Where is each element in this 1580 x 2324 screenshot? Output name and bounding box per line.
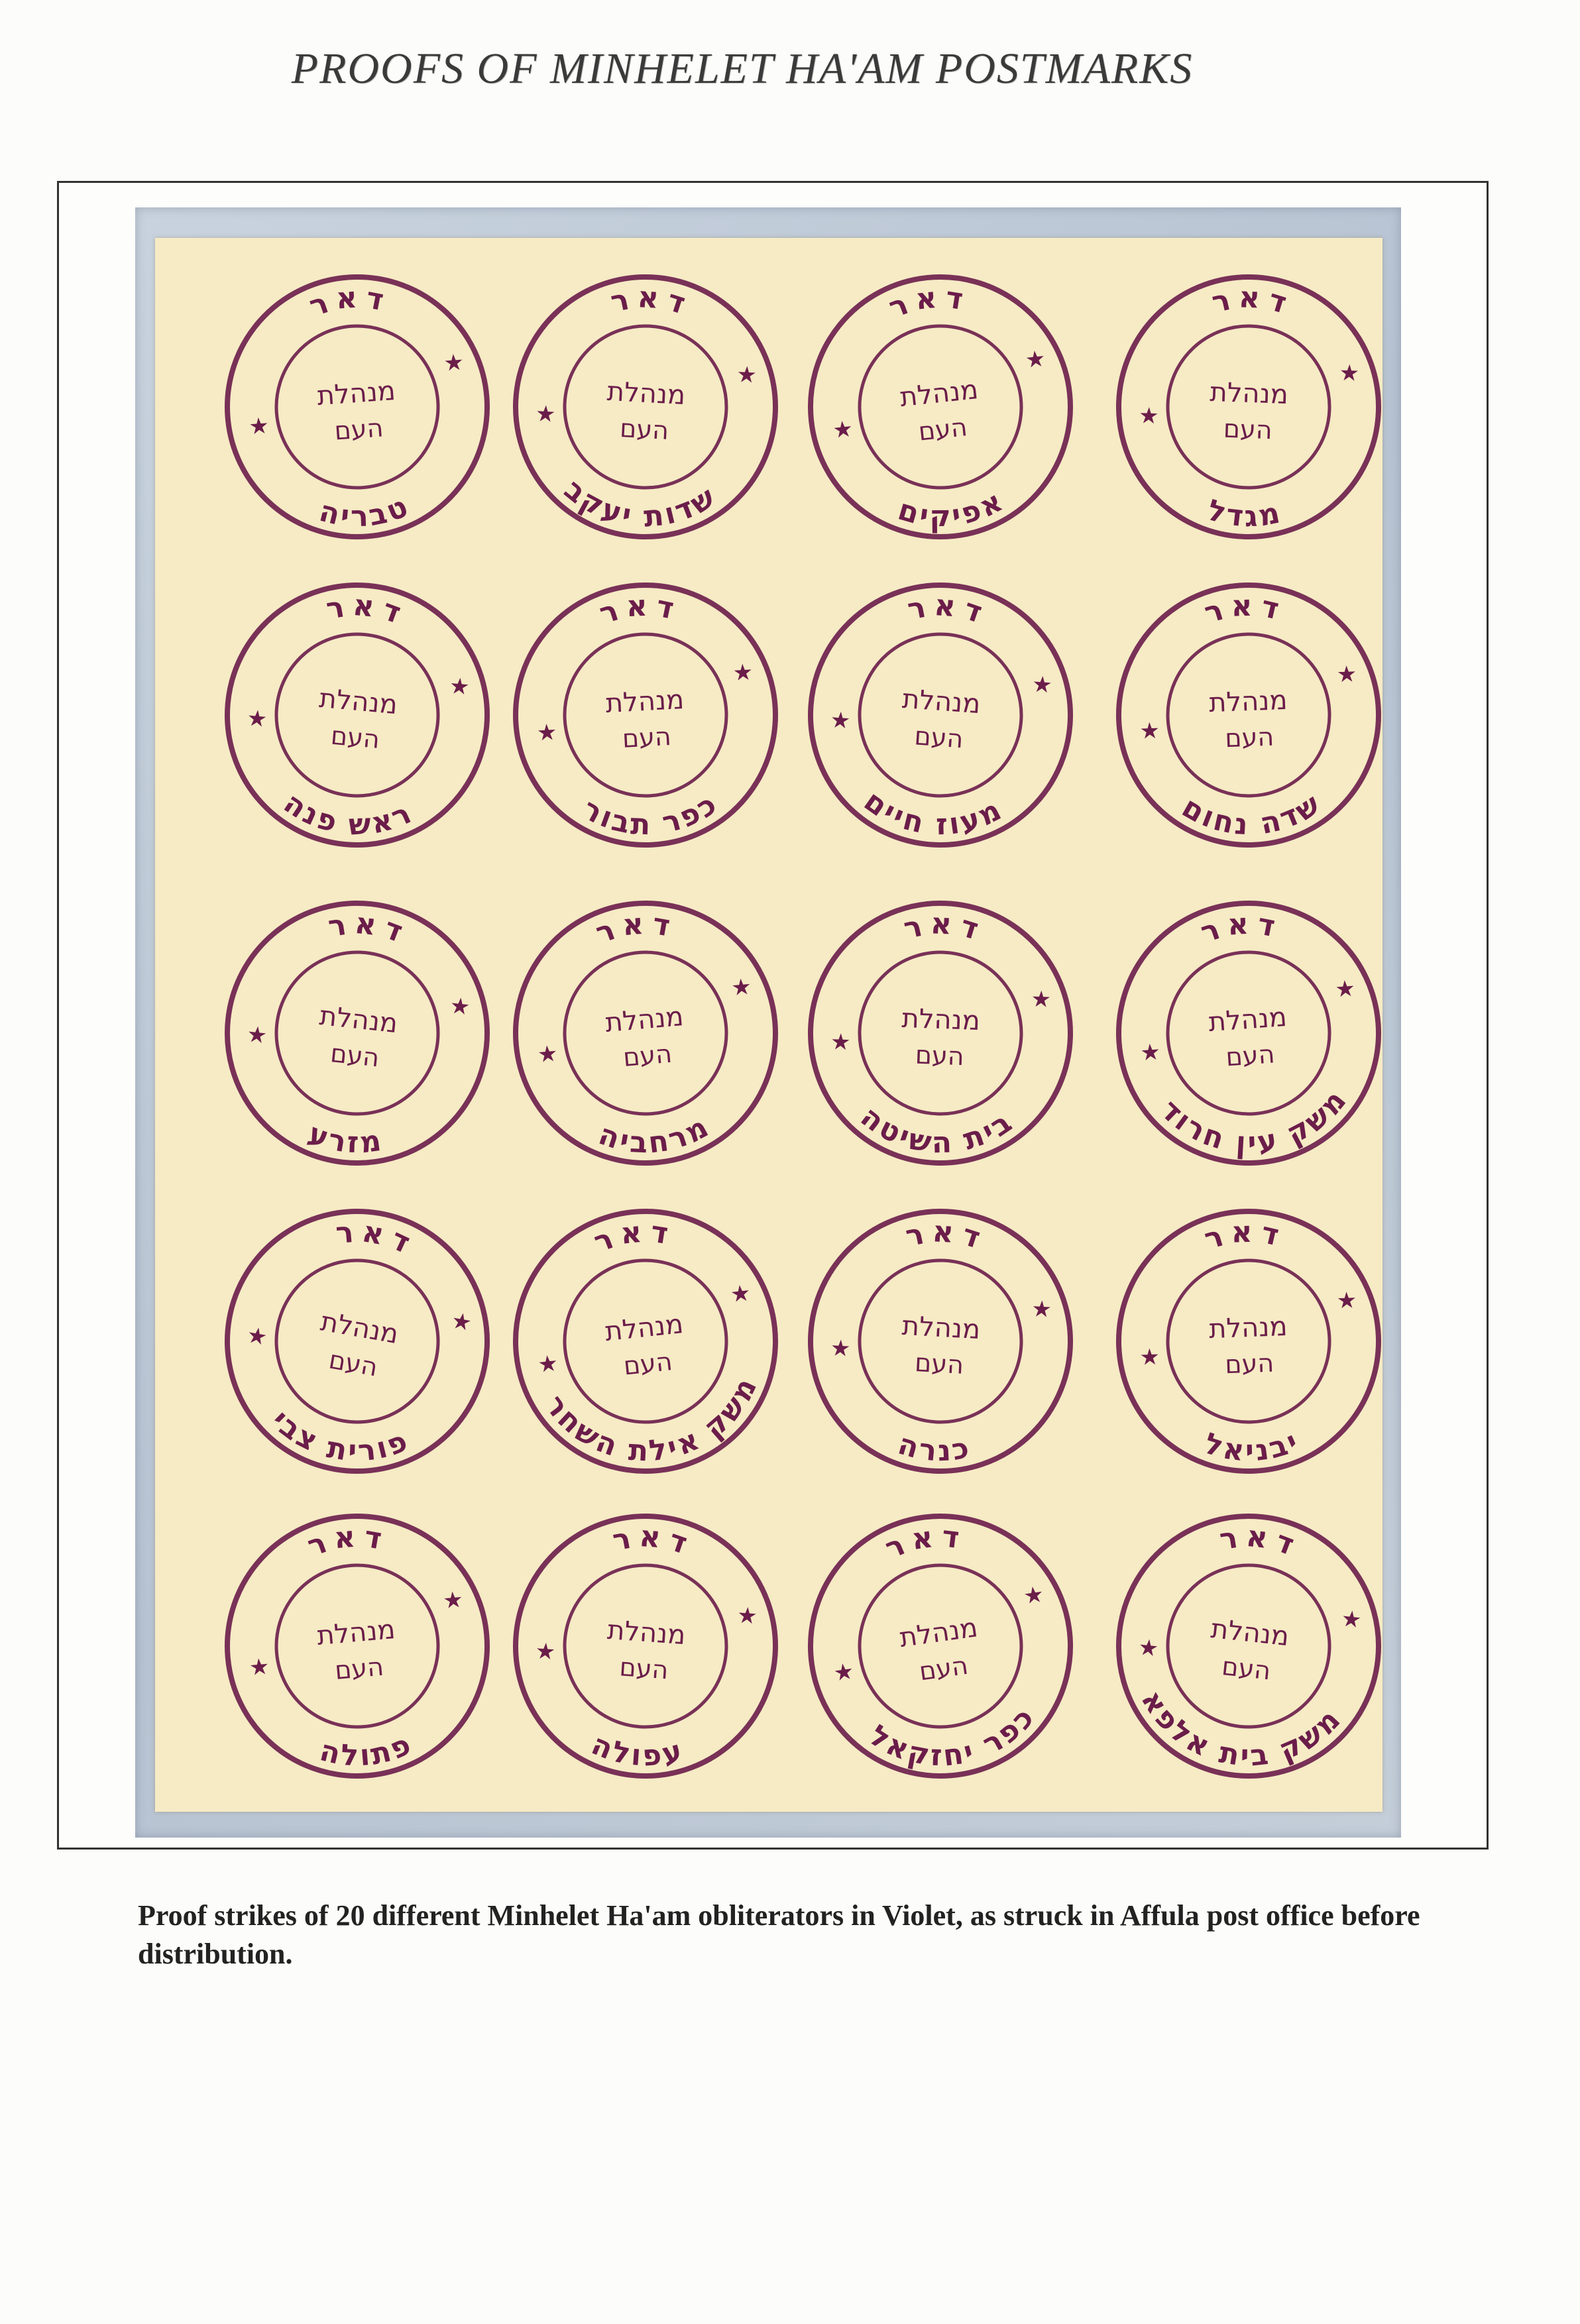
star-icon: ★ [248,1653,271,1682]
star-icon: ★ [730,973,753,1002]
stamp-top-text: דאר [610,1519,698,1563]
postmark-stamp [221,1510,493,1782]
stamp-center-line-2: העם [333,413,384,446]
stamp-center-line-2: העם [1224,1348,1274,1380]
stamp-town-name: אפיקים [894,483,1011,534]
postmark-seal [221,1510,493,1782]
postmark-seal [805,579,1076,851]
postmark-seal [1113,1510,1384,1782]
stamp-top-text: דאר [1217,1519,1305,1565]
album-mount [135,207,1401,1838]
stamp-top-text: דאר [303,1519,391,1564]
postmark-stamp [1113,271,1384,543]
star-icon: ★ [736,1602,759,1630]
postmark-stamp [510,897,781,1169]
postmark-seal [221,897,493,1169]
postmark-stamp [805,1510,1076,1782]
stamp-center-line-2: העם [1225,1039,1276,1072]
star-icon: ★ [534,400,557,428]
stamp-top-text: דאר [591,906,679,951]
stamp-top-text: דאר [589,1214,677,1260]
stamp-center-line-2: העם [621,722,672,753]
star-icon: ★ [832,1657,856,1687]
star-icon: ★ [536,1040,559,1069]
stamp-top-text: דאר [595,588,684,632]
stamp-town-name: משק עין חרוד [1153,1082,1355,1160]
postmark-seal [805,1205,1076,1477]
stamp-center-line-1: מנהלת [1208,685,1288,719]
star-icon: ★ [536,1350,560,1379]
stamp-top-text: דאר [905,588,993,632]
stamp-town-name: מזרע [304,1116,386,1160]
star-icon: ★ [1334,975,1357,1003]
stamp-town-name: מרחביה [594,1109,716,1160]
stamp-center-line-2: העם [329,720,381,755]
stamp-town-name: פתולה [316,1726,419,1773]
star-icon: ★ [448,673,471,701]
postmark-seal [1113,579,1384,851]
page-title: PROOFS OF MINHELET HA'AM POSTMARKS [291,44,1194,93]
postmark-seal [510,271,781,543]
postmark-stamp [221,897,493,1169]
stamp-center-line-2: העם [622,1038,673,1073]
stamp-center-line-1: מנהלת [606,376,687,412]
star-icon: ★ [830,1028,852,1056]
star-icon: ★ [1031,1296,1052,1323]
star-icon: ★ [245,704,268,734]
proof-sheet [155,238,1382,1812]
stamp-center-line-2: העם [622,1347,674,1381]
stamp-town-name: יבניאל [1200,1423,1306,1468]
stamp-top-text: דאר [884,280,972,325]
stamp-center-line-1: מנהלת [1209,376,1289,411]
postmark-seal [805,271,1076,543]
star-icon: ★ [831,415,855,445]
star-icon: ★ [1138,402,1160,430]
stamp-town-name: בית השיטה [854,1099,1020,1160]
stamp-center-line-1: מנהלת [317,683,399,721]
star-icon: ★ [1336,661,1357,689]
stamp-top-text: דאר [325,906,414,952]
stamp-center-line-1: מנהלת [898,374,980,414]
star-icon: ★ [443,349,465,377]
postmark-seal [1113,897,1384,1169]
stamp-town-name: טבריה [315,488,415,534]
postmark-seal [1113,271,1384,543]
stamp-top-text: דאר [880,1519,968,1567]
stamp-town-name: עפולה [587,1727,689,1773]
star-icon: ★ [1139,717,1160,745]
postmark-stamp [805,897,1076,1169]
star-icon: ★ [829,1335,852,1362]
stamp-town-name: מעוז חיים [858,784,1009,842]
star-icon: ★ [441,1586,465,1615]
stamp-town-name: מגדל [1203,493,1286,534]
stamp-center-line-1: מנהלת [317,1001,400,1040]
stamp-town-name: משק בית אלפא [1134,1684,1349,1773]
star-icon: ★ [1336,1287,1357,1315]
postmark-seal [805,1510,1076,1782]
postmark-stamp [805,271,1076,543]
postmark-stamp [510,271,781,543]
stamp-center-line-1: מנהלת [901,683,982,720]
star-icon: ★ [245,1021,269,1050]
star-icon: ★ [1024,345,1047,374]
postmark-seal [510,1510,781,1782]
stamp-top-text: דאר [903,1215,991,1258]
stamp-center-line-1: מנהלת [603,1309,685,1348]
postmark-stamp [510,1205,781,1477]
postmark-seal [510,579,781,851]
star-icon: ★ [729,1280,752,1309]
stamp-center-line-1: מנהלת [606,1614,687,1651]
star-icon: ★ [736,361,758,389]
stamp-top-text: דאר [1196,907,1284,950]
stamp-center-line-1: מנהלת [1207,1001,1288,1038]
stamp-center-line-2: העם [917,1650,970,1687]
stamp-center-line-2: העם [618,1652,669,1685]
star-icon: ★ [245,1321,270,1352]
postmark-seal [221,1205,493,1477]
postmark-seal [510,897,781,1169]
stamp-top-text: דאר [334,1215,422,1263]
postmark-stamp [1113,1510,1384,1782]
postmark-stamp [221,579,493,851]
stamp-center-line-2: העם [917,412,969,447]
stamp-center-line-1: מנהלת [897,1612,980,1654]
star-icon: ★ [1338,359,1360,387]
postmark-seal [805,897,1076,1169]
star-icon: ★ [829,706,852,735]
postmark-stamp [221,1205,493,1477]
stamp-center-line-2: העם [619,414,670,445]
star-icon: ★ [534,1637,557,1666]
postmark-stamp [510,1510,781,1782]
stamp-center-line-1: מנהלת [604,684,685,720]
stamp-town-name: פורית צבי [264,1403,415,1468]
stamp-center-line-2: העם [333,1651,385,1686]
stamp-top-text: דאר [900,907,989,949]
star-icon: ★ [1339,1605,1363,1634]
postmark-seal [221,271,493,543]
postmark-stamp [805,1205,1076,1477]
stamp-center-line-1: מנהלת [901,1003,981,1037]
postmark-stamp [1113,1205,1384,1477]
stamp-center-line-1: מנהלת [315,1614,397,1652]
postmark-stamp [510,579,781,851]
postmark-seal [510,1205,781,1477]
postmark-stamp [1113,897,1384,1169]
stamp-town-name: שדה נחום [1176,786,1328,842]
star-icon: ★ [448,992,472,1021]
star-icon: ★ [1139,1343,1160,1371]
star-icon: ★ [1031,671,1054,699]
postmark-stamp [805,579,1076,851]
exhibit-caption: Proof strikes of 20 different Minhelet Ha'am obliterators in Violet, as struck in Affula post office before distribution. [138,1899,1420,1970]
stamp-center-line-1: מנהלת [604,1001,685,1039]
stamp-center-line-1: מנהלת [315,375,397,412]
stamp-top-text: דאר [323,588,412,633]
stamp-top-text: דאר [608,280,696,323]
stamp-town-name: ראש פנה [277,786,419,842]
stamp-center-line-2: העם [913,721,964,754]
stamp-center-line-1: מנהלת [901,1310,982,1346]
exhibit-frame [57,181,1489,1850]
stamp-center-line-2: העם [326,1345,380,1382]
stamp-top-text: דאר [1200,588,1289,631]
stamp-center-line-1: מנהלת [1209,1614,1291,1653]
star-icon: ★ [1030,985,1052,1013]
stamp-center-line-2: העם [329,1038,381,1073]
stamp-center-line-2: העם [914,1348,965,1380]
star-icon: ★ [248,412,270,441]
stamp-town-name: כפר יחזקאל [863,1699,1043,1773]
stamp-top-text: דאר [1208,280,1297,323]
postmark-seal [1113,1205,1384,1477]
star-icon: ★ [732,659,754,687]
stamp-top-text: דאר [1200,1215,1289,1257]
star-icon: ★ [536,719,558,747]
stamp-town-name: משק אילת השחר [537,1370,765,1468]
stamp-town-name: כנרה [894,1427,974,1468]
stamp-top-text: דאר [305,280,393,324]
postmark-stamp [221,271,493,543]
postmark-stamp [1113,579,1384,851]
stamp-center-line-2: העם [1224,722,1274,753]
star-icon: ★ [449,1307,474,1337]
stamp-town-name: כפר תבור [577,786,725,842]
stamp-center-line-1: מנהלת [318,1306,401,1351]
stamp-center-line-2: העם [915,1040,965,1072]
star-icon: ★ [1137,1633,1160,1663]
star-icon: ★ [1139,1038,1162,1067]
postmark-seal [221,579,493,851]
stamp-center-line-2: העם [1220,1651,1272,1686]
stamp-center-line-2: העם [1223,414,1273,445]
stamp-center-line-1: מנהלת [1208,1311,1288,1345]
stamp-town-name: שדות יעקב [557,472,724,534]
star-icon: ★ [1021,1580,1046,1610]
